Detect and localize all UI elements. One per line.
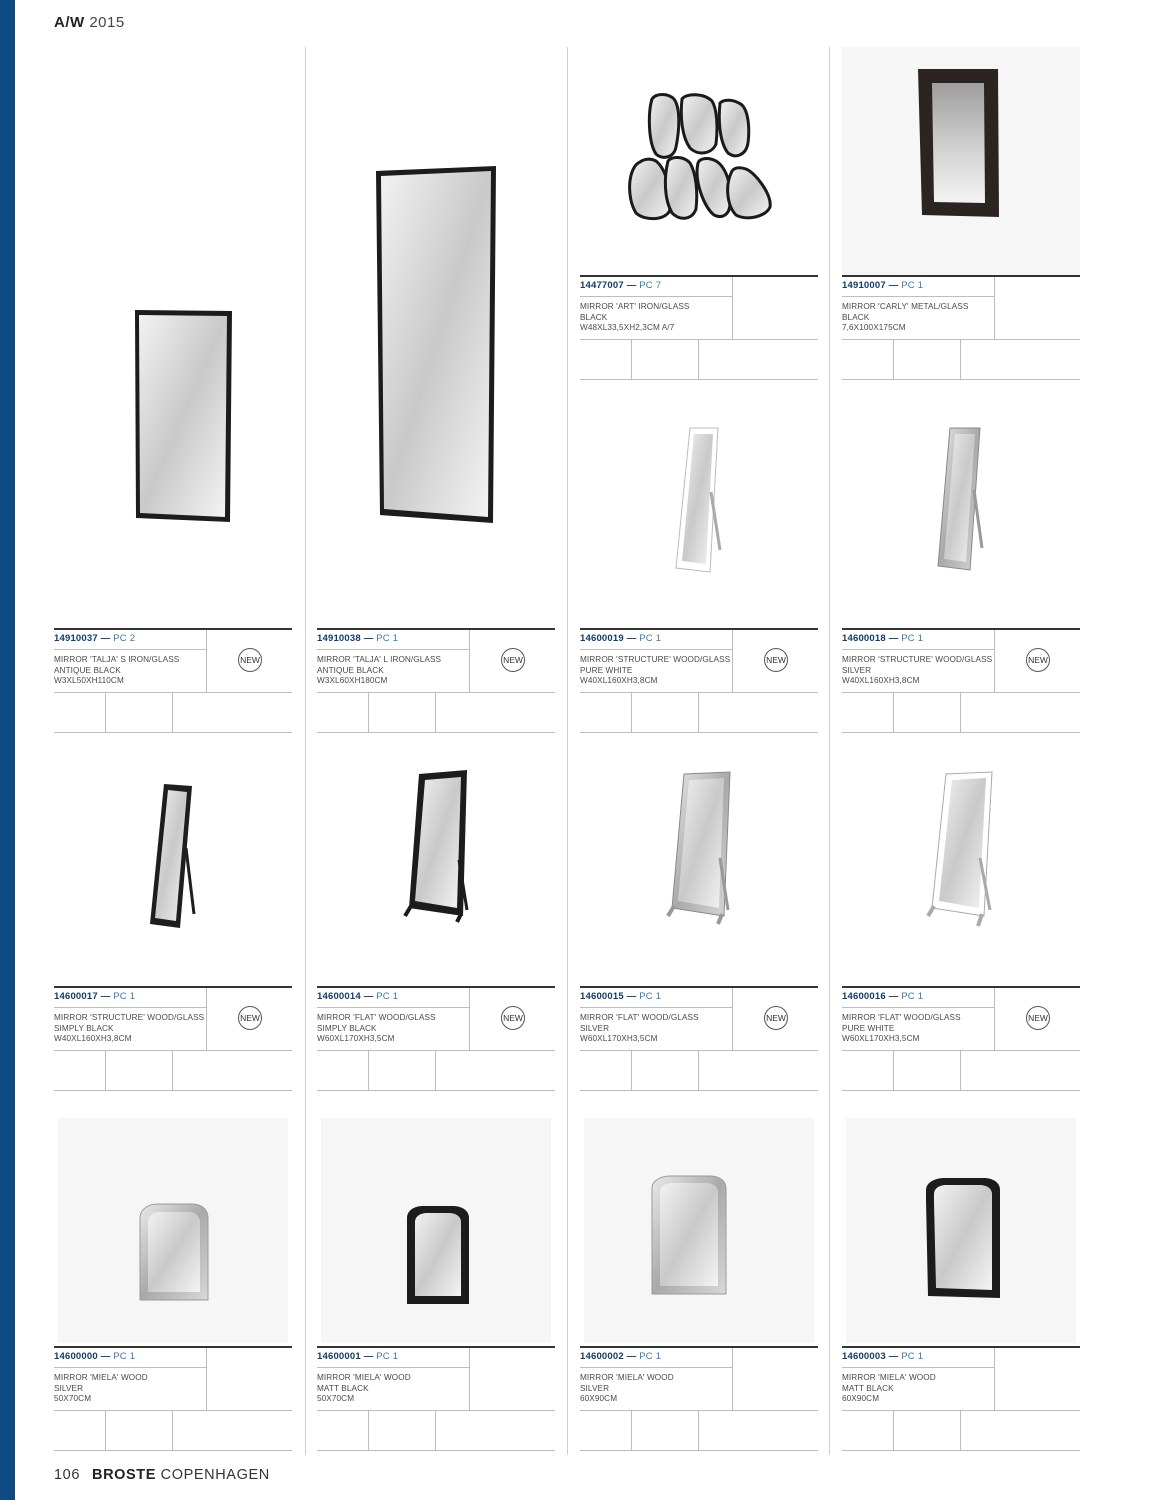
product-pc: PC 1 — [901, 1351, 924, 1362]
product-image — [58, 1118, 288, 1343]
mirror-flat-silver-image — [580, 740, 818, 986]
new-badge: NEW — [501, 1006, 525, 1030]
mirror-flat-black-image — [317, 740, 555, 986]
new-badge: NEW — [764, 1006, 788, 1030]
product-code: 14600000 — [54, 1351, 98, 1362]
mirror-art-image — [580, 47, 818, 275]
product-code-row: 14910007 — PC 1 — [842, 280, 924, 291]
mirror-miela-black-large-image — [846, 1118, 1076, 1343]
product-code: 14600001 — [317, 1351, 361, 1362]
product-code: 14600018 — [842, 633, 886, 644]
season-year: 2015 — [89, 14, 125, 31]
product-code: 14600019 — [580, 633, 624, 644]
product-pc: PC 1 — [901, 991, 924, 1002]
product-info — [317, 1346, 555, 1451]
product-code-row: 14600003 — PC 1 — [842, 1351, 924, 1362]
product-code-row: 14600001 — PC 1 — [317, 1351, 399, 1362]
new-badge: NEW — [764, 648, 788, 672]
product-info — [842, 628, 1080, 733]
product-description: MIRROR 'MIELA' WOOD MATT BLACK 50X70CM — [317, 1373, 411, 1404]
product-image — [580, 382, 818, 628]
product-info — [580, 986, 818, 1091]
new-badge: NEW — [1026, 1006, 1050, 1030]
product-image — [580, 740, 818, 986]
product-pc: PC 1 — [113, 1351, 136, 1362]
product-description: MIRROR 'FLAT' WOOD/GLASS PURE WHITE W60XL170XH3,5CM — [842, 1013, 961, 1044]
mirror-talja-s-image — [54, 290, 292, 628]
column-divider — [829, 47, 830, 1455]
product-description: MIRROR 'MIELA' WOOD SILVER 60X90CM — [580, 1373, 674, 1404]
product-description: MIRROR 'MIELA' WOOD SILVER 50X70CM — [54, 1373, 148, 1404]
product-pc: PC 1 — [376, 633, 399, 644]
product-code-row: 14600016 — PC 1 — [842, 991, 924, 1002]
new-badge: NEW — [501, 648, 525, 672]
mirror-structure-white-image — [580, 382, 818, 628]
product-image — [580, 47, 818, 275]
product-code-row: 14477007 — PC 7 — [580, 280, 662, 291]
new-badge: NEW — [1026, 648, 1050, 672]
product-code: 14600014 — [317, 991, 361, 1002]
product-image — [584, 1118, 814, 1343]
product-description: MIRROR 'CARLY' METAL/GLASS BLACK 7,6X100X175CM — [842, 302, 969, 333]
season-bold: A/W — [54, 14, 85, 31]
product-pc: PC 1 — [901, 280, 924, 291]
product-image — [842, 382, 1080, 628]
product-description: MIRROR 'STRUCTURE' WOOD/GLASS SILVER W40XL160XH3,8CM — [842, 655, 993, 686]
product-code: 14600016 — [842, 991, 886, 1002]
product-pc: PC 1 — [376, 991, 399, 1002]
product-code: 14600002 — [580, 1351, 624, 1362]
product-image — [842, 47, 1080, 275]
mirror-flat-white-image — [842, 740, 1080, 986]
new-badge: NEW — [238, 1006, 262, 1030]
product-code-row: 14600000 — PC 1 — [54, 1351, 136, 1362]
product-code-row: 14600018 — PC 1 — [842, 633, 924, 644]
mirror-miela-silver-image — [58, 1118, 288, 1343]
product-pc: PC 1 — [901, 633, 924, 644]
product-code-row: 14600015 — PC 1 — [580, 991, 662, 1002]
brand-side-bar — [0, 0, 15, 1500]
mirror-carly-image — [842, 47, 1080, 275]
new-badge: NEW — [238, 648, 262, 672]
product-info — [842, 1346, 1080, 1451]
product-pc: PC 1 — [639, 1351, 662, 1362]
product-info — [54, 628, 292, 733]
product-description: MIRROR 'TALJA' S IRON/GLASS ANTIQUE BLACK W3XL50XH110CM — [54, 655, 180, 686]
product-pc: PC 1 — [376, 1351, 399, 1362]
product-code: 14600017 — [54, 991, 98, 1002]
product-pc: PC 2 — [113, 633, 136, 644]
product-code: 14600015 — [580, 991, 624, 1002]
product-code-row: 14910038 — PC 1 — [317, 633, 399, 644]
product-info — [317, 628, 555, 733]
product-code-row: 14910037 — PC 2 — [54, 633, 136, 644]
product-image — [54, 290, 292, 628]
product-code: 14600003 — [842, 1351, 886, 1362]
brand-name-bold: BROSTE — [92, 1467, 157, 1483]
page-number: 106 — [54, 1467, 80, 1483]
product-image — [321, 1118, 551, 1343]
column-divider — [567, 47, 568, 1455]
product-code: 14910037 — [54, 633, 98, 644]
product-pc: PC 1 — [113, 991, 136, 1002]
product-description: MIRROR 'STRUCTURE' WOOD/GLASS SIMPLY BLACK W40XL160XH3,8CM — [54, 1013, 205, 1044]
mirror-miela-black-image — [321, 1118, 551, 1343]
product-info — [54, 986, 292, 1091]
product-description: MIRROR 'MIELA' WOOD MATT BLACK 60X90CM — [842, 1373, 936, 1404]
product-pc: PC 7 — [639, 280, 662, 291]
mirror-structure-black-image — [54, 740, 292, 986]
product-code-row: 14600019 — PC 1 — [580, 633, 662, 644]
page-footer — [54, 1467, 270, 1483]
product-code-row: 14600014 — PC 1 — [317, 991, 399, 1002]
product-image — [317, 740, 555, 986]
product-code: 14477007 — [580, 280, 624, 291]
product-code: 14910038 — [317, 633, 361, 644]
product-code: 14910007 — [842, 280, 886, 291]
product-description: MIRROR 'TALJA' L IRON/GLASS ANTIQUE BLACK W3XL60XH180CM — [317, 655, 442, 686]
product-code-row: 14600002 — PC 1 — [580, 1351, 662, 1362]
mirror-miela-silver-large-image — [584, 1118, 814, 1343]
product-info — [580, 1346, 818, 1451]
product-info — [54, 1346, 292, 1451]
column-divider — [305, 47, 306, 1455]
product-image — [54, 740, 292, 986]
product-info — [842, 986, 1080, 1091]
product-info — [317, 986, 555, 1091]
product-image — [317, 47, 555, 628]
product-code-row: 14600017 — PC 1 — [54, 991, 136, 1002]
mirror-structure-silver-image — [842, 382, 1080, 628]
product-info — [580, 628, 818, 733]
product-description: MIRROR 'STRUCTURE' WOOD/GLASS PURE WHITE W40XL160XH3,8CM — [580, 655, 731, 686]
product-pc: PC 1 — [639, 991, 662, 1002]
product-image — [846, 1118, 1076, 1343]
mirror-talja-l-image — [317, 47, 555, 628]
product-info — [580, 275, 818, 380]
product-description: MIRROR 'FLAT' WOOD/GLASS SILVER W60XL170XH3,5CM — [580, 1013, 699, 1044]
product-image — [842, 740, 1080, 986]
product-description: MIRROR 'ART' IRON/GLASS BLACK W48XL33,5XH2,3CM A/7 — [580, 302, 690, 333]
product-description: MIRROR 'FLAT' WOOD/GLASS SIMPLY BLACK W60XL170XH3,5CM — [317, 1013, 436, 1044]
product-info — [842, 275, 1080, 380]
product-pc: PC 1 — [639, 633, 662, 644]
brand-name-rest: COPENHAGEN — [160, 1467, 270, 1483]
season-label — [54, 14, 125, 31]
